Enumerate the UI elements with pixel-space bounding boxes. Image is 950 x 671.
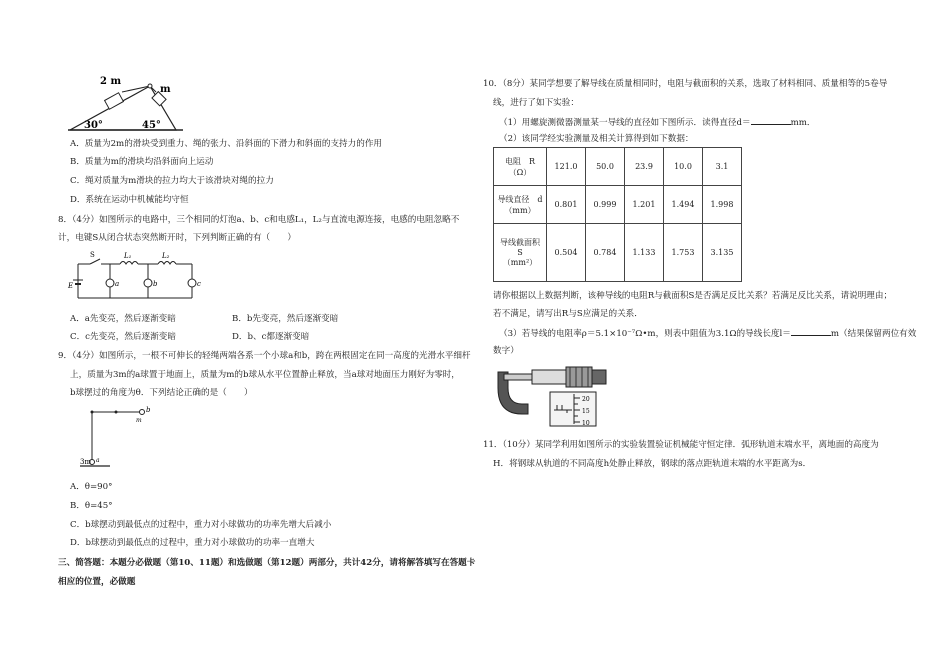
table-cell: 0.504	[547, 224, 586, 282]
lamp-a-label: a	[115, 280, 120, 288]
table-row	[494, 186, 742, 224]
angle-45: 45°	[142, 120, 161, 131]
row-header	[494, 186, 547, 224]
header-line: 导线直径 d	[497, 194, 543, 204]
ball-b-label: b	[146, 406, 151, 414]
label-m: m	[160, 84, 171, 95]
q9-option-c: C．b球摆动到最低点的过程中，重力对小球做功的功率先增大后减小	[70, 520, 332, 530]
table-cell: 50.0	[586, 148, 625, 186]
angle-30: 30°	[84, 120, 103, 131]
ball-a-mass: 3m	[80, 458, 92, 466]
q10-after-line1: 请你根据以上数据判断，该种导线的电阻R与截面积S是否满足反比关系？若满足反比关系，请说明理由；	[493, 291, 893, 301]
q10-sub2: （2）该同学经实验测量及相关计算得到如下数据：	[499, 134, 694, 144]
q8-option-b: B．b先变亮，然后逐渐变暗	[232, 314, 339, 324]
q10-sub3	[499, 327, 916, 340]
table-cell: 1.753	[664, 224, 703, 282]
header-line: （mm）	[504, 205, 536, 215]
table-row	[494, 224, 742, 282]
inductor-l1-label: L₁	[124, 252, 132, 260]
q9-option-a: A．θ=90°	[70, 482, 113, 492]
q9-option-b: B．θ=45°	[70, 501, 113, 511]
row-header	[494, 224, 547, 282]
table-cell: 0.784	[586, 224, 625, 282]
q10-stem-line2: 线，进行了如下实验：	[493, 98, 579, 108]
q7-option-b: B．质量为m的滑块均沿斜面向上运动	[70, 157, 214, 167]
q11-stem-line1: 11．（10分）某同学利用如图所示的实验装置验证机械能守恒定律．弧形轨道末端水平，离地面的高度为	[483, 440, 879, 450]
pendulum-figure	[80, 404, 160, 472]
q8-option-c: C．c先变亮，然后逐渐变暗	[70, 332, 176, 342]
micrometer-tick-10: 10	[582, 420, 590, 427]
table-cell: 3.135	[703, 224, 742, 282]
lamp-c-label: c	[197, 280, 201, 288]
header-line: （mm²）	[502, 258, 538, 267]
micrometer-tick-15: 15	[582, 408, 590, 415]
q8-stem-line1: 8．（4分）如图所示的电路中，三个相同的灯泡a、b、c和电感L₁，L₂与直流电源连接，电感的电阻忽略不	[58, 215, 460, 225]
header-line: 电阻 R	[504, 156, 536, 166]
micrometer-tick-20: 20	[582, 396, 590, 403]
answer-blank-length[interactable]	[791, 327, 831, 336]
table-cell: 121.0	[547, 148, 586, 186]
data-table	[493, 147, 742, 282]
q9-stem-line2: 上，质量为3m的a球置于地面上，质量为m的b球从水平位置静止释放，当a球对地面压力刚好为零时，	[70, 370, 460, 380]
lamp-b-label: b	[153, 280, 158, 288]
battery-e-label: E	[68, 282, 74, 290]
q7-option-a: A．质量为2m的滑块受到重力、绳的张力、沿斜面的下滑力和斜面的支持力的作用	[70, 139, 383, 149]
q10-sub3-tail: m（结果保留两位有效	[830, 329, 917, 339]
q10-sub3-text: （3）若导线的电阻率ρ＝5.1×10⁻⁷Ω•m，则表中阻值为3.1Ω的导线长度l＝	[499, 329, 791, 339]
q10-sub3-cont: 数字）	[493, 346, 519, 356]
q8-stem-line2: 计，电键S从闭合状态突然断开时，下列判断正确的有（ ）	[58, 233, 296, 243]
table-cell: 10.0	[664, 148, 703, 186]
incline-figure	[68, 72, 188, 134]
label-2m: 2 m	[100, 76, 122, 87]
switch-s-label: S	[90, 251, 95, 259]
table-cell: 1.998	[703, 186, 742, 224]
section3-heading-line1: 三、简答题：本题分必做题（第10、11题）和选做题（第12题）两部分，共计42分，请将解答填写在答题卡	[58, 558, 476, 568]
header-line: （Ω）	[508, 167, 532, 177]
q8-option-d: D．b、c都逐渐变暗	[232, 332, 310, 342]
q9-stem-line1: 9．（4分）如图所示，一根不可伸长的轻绳两端各系一个小球a和b，跨在两根固定在同一高度的光滑水平细杆	[58, 351, 471, 361]
table-cell: 1.494	[664, 186, 703, 224]
q7-option-d: D．系统在运动中机械能均守恒	[70, 195, 189, 205]
table-cell: 23.9	[625, 148, 664, 186]
table-row	[494, 148, 742, 186]
header-line: 导线截面积	[500, 238, 540, 247]
ball-b-mass: m	[136, 417, 142, 424]
q10-sub1-text: （1）用螺旋测微器测量某一导线的直径如下图所示．读得直径d＝	[499, 118, 751, 128]
q9-option-d: D．b球摆动到最低点的过程中，重力对小球做功的功率一直增大	[70, 538, 315, 548]
q10-sub1-unit: mm．	[790, 118, 816, 128]
section3-heading-line2: 相应的位置，必做题	[58, 577, 136, 587]
row-header	[494, 148, 547, 186]
answer-blank-diameter[interactable]	[751, 116, 791, 125]
q11-stem-line2: H．将钢球从轨道的不同高度h处静止释放，钢球的落点距轨道末端的水平距离为s．	[493, 459, 812, 469]
inductor-l2-label: L₂	[162, 252, 170, 260]
table-cell: 1.133	[625, 224, 664, 282]
q8-option-a: A．a先变亮，然后逐渐变暗	[70, 314, 176, 324]
micrometer-figure	[492, 358, 612, 428]
q9-stem-line3: b球摆过的角度为θ．下列结论正确的是（ ）	[70, 388, 253, 398]
table-cell: 0.999	[586, 186, 625, 224]
q10-after-line2: 若不满足，请写出R与S应满足的关系．	[493, 309, 643, 319]
q7-option-c: C．绳对质量为m滑块的拉力均大于该滑块对绳的拉力	[70, 176, 274, 186]
ball-a-label: a	[96, 457, 100, 464]
table-cell: 1.201	[625, 186, 664, 224]
q10-stem-line1: 10．（8分）某同学想要了解导线在质量相同时，电阻与截面积的关系，选取了材料相同、质量相等的5卷导	[483, 79, 888, 89]
q10-sub1	[499, 116, 816, 129]
table-cell: 3.1	[703, 148, 742, 186]
table-cell: 0.801	[547, 186, 586, 224]
circuit-figure	[68, 250, 201, 302]
header-line: S	[517, 248, 523, 257]
